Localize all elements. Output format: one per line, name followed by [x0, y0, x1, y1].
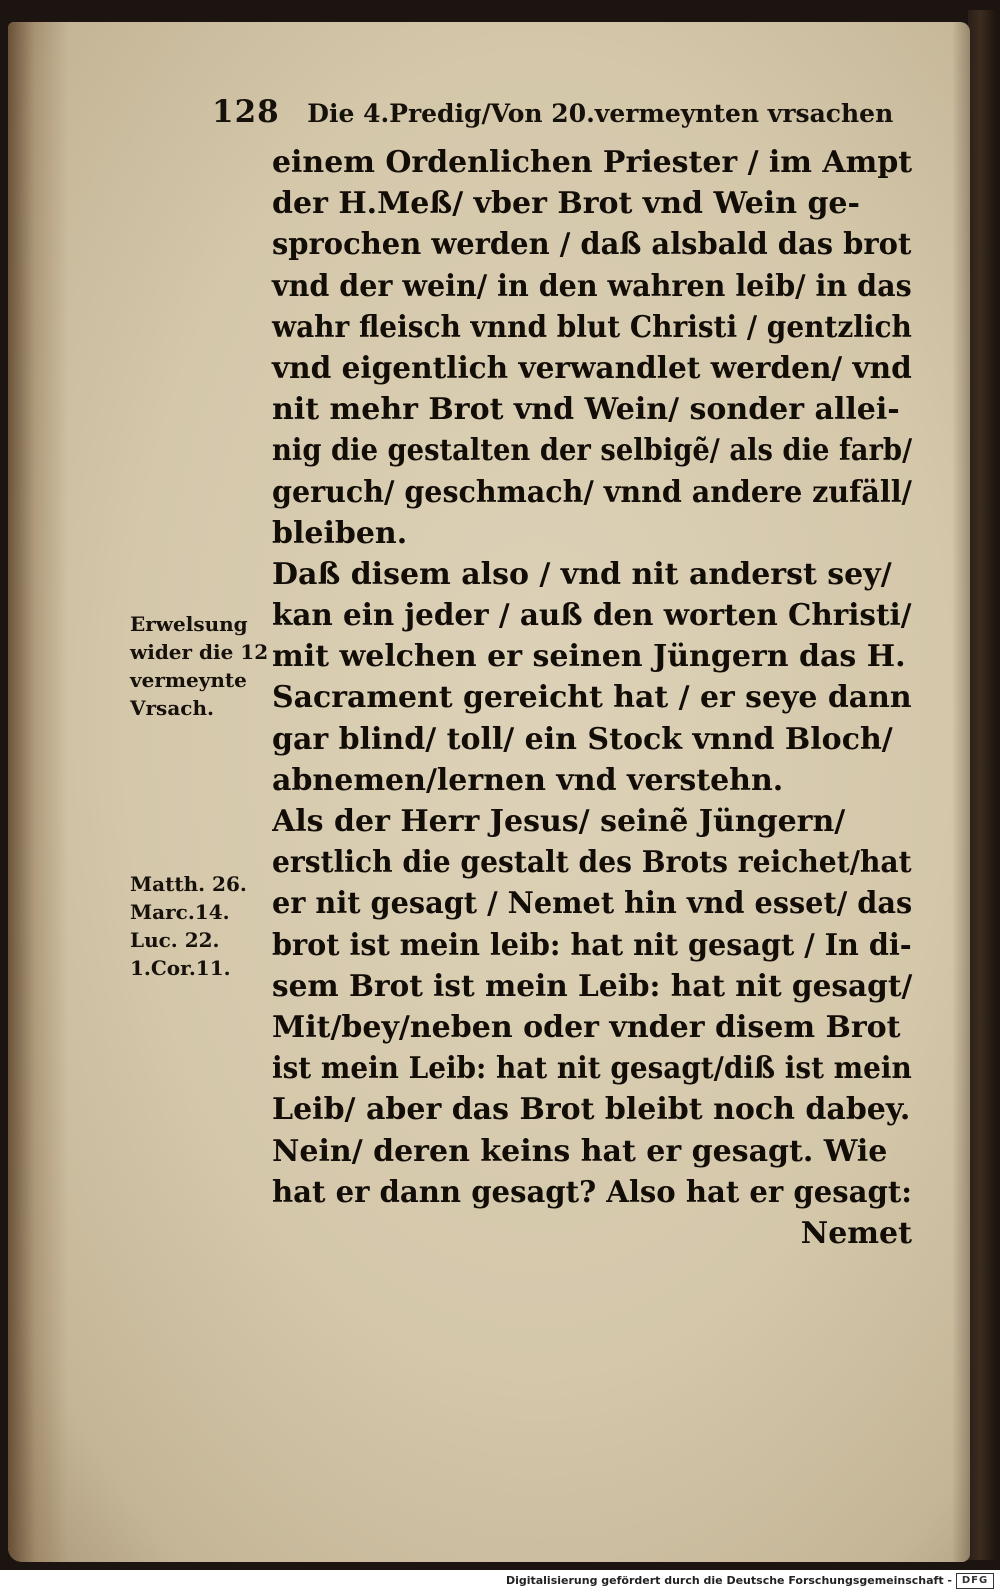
text-line: vnd eigentlich verwandlet werden/ vnd: [272, 350, 912, 386]
margin-note-line: wider die 12: [130, 640, 269, 664]
text-line: ist mein Leib: hat nit gesagt/diß ist mein: [272, 1051, 912, 1087]
margin-note-line: Erwelsung: [130, 612, 248, 636]
page-number: 128: [212, 94, 280, 130]
text-line: sprochen werden / daß alsbald das brot: [272, 227, 912, 263]
text-line: Leib/ aber das Brot bleibt noch dabey.: [272, 1092, 911, 1128]
text-line: abnemen/lernen vnd verstehn.: [272, 762, 784, 798]
digitization-credit: Digitalisierung gefördert durch die Deutsche Forschungsgemeinschaft -: [505, 1574, 952, 1587]
text-line: mit welchen er seinen Jüngern das H.: [272, 639, 906, 675]
text-line: gar blind/ toll/ ein Stock vnnd Bloch/: [272, 721, 893, 757]
text-line: der H.Meß/ vber Brot vnd Wein ge-: [272, 186, 860, 222]
text-line: Sacrament gereicht hat / er seye dann: [272, 680, 912, 716]
text-line: bleiben.: [272, 515, 408, 551]
page-edge-shadow: [952, 22, 970, 1562]
margin-note-line: Luc. 22.: [130, 928, 220, 952]
text-line: hat er dann gesagt? Also hat er gesagt:: [272, 1174, 913, 1210]
dfg-logo: DFG: [956, 1573, 994, 1589]
text-line: nig die gestalten der selbigẽ/ als die farb/: [272, 433, 913, 469]
main-text-block: [272, 142, 912, 1254]
text-line: Nein/ deren keins hat er gesagt. Wie: [272, 1133, 888, 1169]
page-header: [212, 94, 912, 130]
margin-note-line: 1.Cor.11.: [130, 956, 231, 980]
margin-note-line: vermeynte: [130, 668, 247, 692]
text-line: einem Ordenlichen Priester / im Ampt: [272, 145, 913, 180]
text-line: er nit gesagt / Nemet hin vnd esset/ das: [272, 886, 913, 922]
text-line: nit mehr Brot vnd Wein/ sonder allei-: [272, 392, 900, 428]
page-gutter-shadow: [8, 22, 68, 1562]
running-head: Die 4.Predig/Von 20.vermeynten vrsachen: [307, 99, 894, 128]
margin-note-line: Vrsach.: [130, 696, 214, 720]
margin-note-refutation: [130, 610, 268, 722]
margin-note-scripture-references: [130, 870, 247, 982]
margin-note-line: Matth. 26.: [130, 872, 247, 896]
text-line: brot ist mein leib: hat nit gesagt / In di-: [272, 927, 912, 963]
text-line: sem Brot ist mein Leib: hat nit gesagt/: [272, 968, 913, 1004]
text-line: geruch/ geschmach/ vnnd andere zufäll/: [272, 474, 912, 510]
text-line: vnd der wein/ in den wahren leib/ in das: [272, 268, 912, 304]
catchword: Nemet: [800, 1215, 912, 1251]
next-page-edge: [968, 10, 998, 1560]
text-line: wahr fleisch vnnd blut Christi / gentzlich: [272, 309, 912, 345]
text-line: Als der Herr Jesus/ seinẽ Jüngern/: [272, 804, 846, 839]
text-line: kan ein jeder / auß den worten Christi/: [272, 598, 912, 634]
margin-note-line: Marc.14.: [130, 900, 230, 924]
text-line: Mit/bey/neben oder vnder disem Brot: [272, 1009, 901, 1045]
text-line: Daß disem also / vnd nit anderst sey/: [272, 556, 892, 592]
text-line: erstlich die gestalt des Brots reichet/hat: [272, 845, 912, 881]
